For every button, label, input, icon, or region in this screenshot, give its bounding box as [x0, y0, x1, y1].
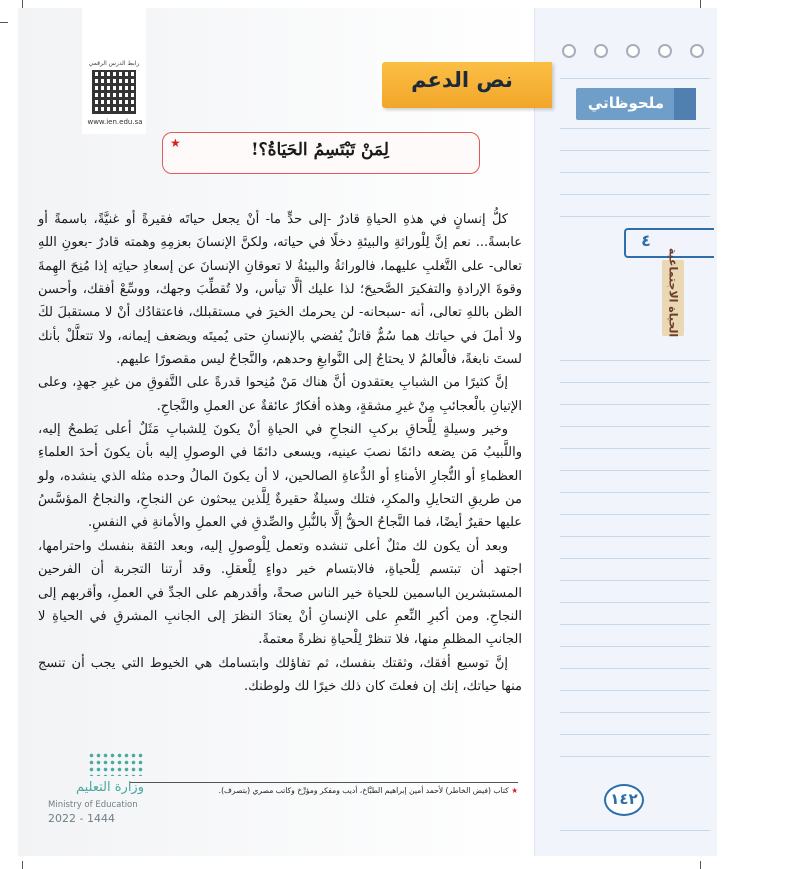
unit-number: ٤: [641, 231, 651, 250]
ministry-name-en: Ministry of Education: [48, 800, 138, 810]
title-star-icon: ★: [170, 136, 181, 150]
notes-tab-label: ملحوظاتي: [587, 94, 665, 112]
footnote-star-icon: ★: [511, 786, 518, 795]
section-tab-label: نص الدعم: [411, 68, 513, 92]
ministry-name-ar: وزارة التعليم: [75, 780, 144, 795]
article-body: [38, 208, 522, 698]
paragraph-5: إنَّ توسيع أفقك، وثقتك بنفسك، ثم تفاؤلك وابتسامك هي الخيوط التي يجب أن تنسج منها حياتك، إنك إن فعلتَ كان ذلك خيرًا لك ولوطنك.: [38, 655, 522, 694]
page-number: ١٤٢: [604, 784, 644, 816]
qr-url[interactable]: www.ien.edu.sa: [87, 118, 143, 126]
paragraph-4: وبعد أن يكون لك مثلٌ أعلى تنشده وتعمل لِلْوصولِ إليه، وبعد الثقة بنفسك واحترامها، اجتهد أن تبتسم لِلْحياةِ، فالابتسام خير دواءٍ لِلْعقلِ. وقد أرتنا التجربة أن الفرحين المستبشرين الباسمين للحياة خير الناس صحةً، وأقدرهم على الجدِّ في العملِ، وأقربهم إلى النجاحِ. ومن أكبرِ النِّعمِ على الإنسانِ أنْ يعتادَ النظرَ إلى الجانبِ المشرقِ في الحياةِ لا الجانبِ المظلمِ منها، فلا تنظرْ لِلْحياةِ نظرةً معتمةً.: [38, 538, 522, 648]
notes-margin-panel: [534, 8, 717, 856]
page-title: لِمَنْ تَبْتَسِمُ الحَيَاةُ؟!: [251, 140, 389, 160]
ministry-logo-icon: [88, 752, 144, 776]
qr-caption: رابط الدرس الرقمي: [88, 60, 140, 67]
qr-code-icon[interactable]: [92, 70, 136, 114]
paragraph-1: كلُّ إنسانٍ في هذهِ الحياةِ قادرٌ -إلى حدٍّ ما- أنْ يجعل حياتَه فقيرةً أو غنيَّةً، باسمةً أو عابسةً... نعم إنَّ لِلْوراثةِ والبيئةِ دخلًا في حياته، ولكنَّ الإنسانَ بعزمِهِ وهمته قادرٌ -بعونِ اللهِ تعالى- على التَّغلبِ عليهما، فالوراثةُ والبيئةُ لا تعوقانِ الإنسانَ عن إسعادِ حياتِه إذا مُنِحَ الهِمةَ وقوةَ الإرادةِ والتفكيرَ الصَّحيحَ؛ لذا عليك ألَّا تيأس، ولا تُقطِّبَ وجهك، ووسِّعْ أفقك، وأحسن الظن باللهِ تعالى، أنه -سبحانه- لن يحرمك الخيرَ في مستقبلك، فاعتقادُك أنْ لا مستقبلَ لكَ ولا أملَ في حياتك هما سُمٌّ قاتلٌ يُفضي بالإنسانِ حتى يُميتَه ويضعف إيمانه، ولا تتعلَّلْ بأنك لستَ نابغةً، فالْعالمُ لا يحتاجُ إلى النَّوابغِ وحدهم، والنَّجاحُ ليس مقصورًا عليهم.: [38, 212, 522, 368]
unit-title: الحياة الاجتماعية: [666, 247, 680, 338]
paragraph-3: وخير وسيلةٍ لِلَّحاقِ بركبِ النجاحِ في الحياةِ أنْ يكونَ لِلشبابِ مَثَلٌ أعلى يَطمحُ إليه، واللَّبيبُ مَن يضعه دائمًا نصبَ عينيه، ويسعى دائمًا في الوصولِ إليه بأن يكونَ أحدَ العلماءِ العظماءِ أو التُّجارِ الأمناءِ أو الدُّعاةِ الصالحين، لا أن يكونَ المالُ وحده مثله الذي ينشده، ولو من طريقِ التحايلِ والمكرِ، فتلك وسيلةٌ حقيرةٌ لِلَّذين يبحثون عن النجاحِ، والنجاحُ المؤسَّسُ عليها حقيرٌ أيضًا، فما النَّجاحُ الحقُّ إلَّا بالنُّبلِ والصِّدقِ في العملِ والأمانةِ في النفسِ.: [38, 422, 522, 531]
edition-year: 2022 - 1444: [48, 812, 115, 825]
paragraph-2: إنَّ كثيرًا من الشبابِ يعتقدون أنَّ هناك مَنْ مُنِحوا قدرةً على التَّفوقِ من غيرِ جهدٍ، وعلى الإتيانِ بالْعجائبِ مِنْ غيرِ مشقةٍ، وهذه أفكارٌ عائقةٌ عن العملِ والنَّجاحِ.: [38, 375, 522, 414]
footnote-text: كتاب (فيض الخاطر) لأحمد أمين إبراهيم الطبَّاخ، أديب ومفكر ومؤرِّخ وكاتب مصري (بتصرف).: [218, 786, 509, 795]
footnote: [130, 782, 518, 795]
